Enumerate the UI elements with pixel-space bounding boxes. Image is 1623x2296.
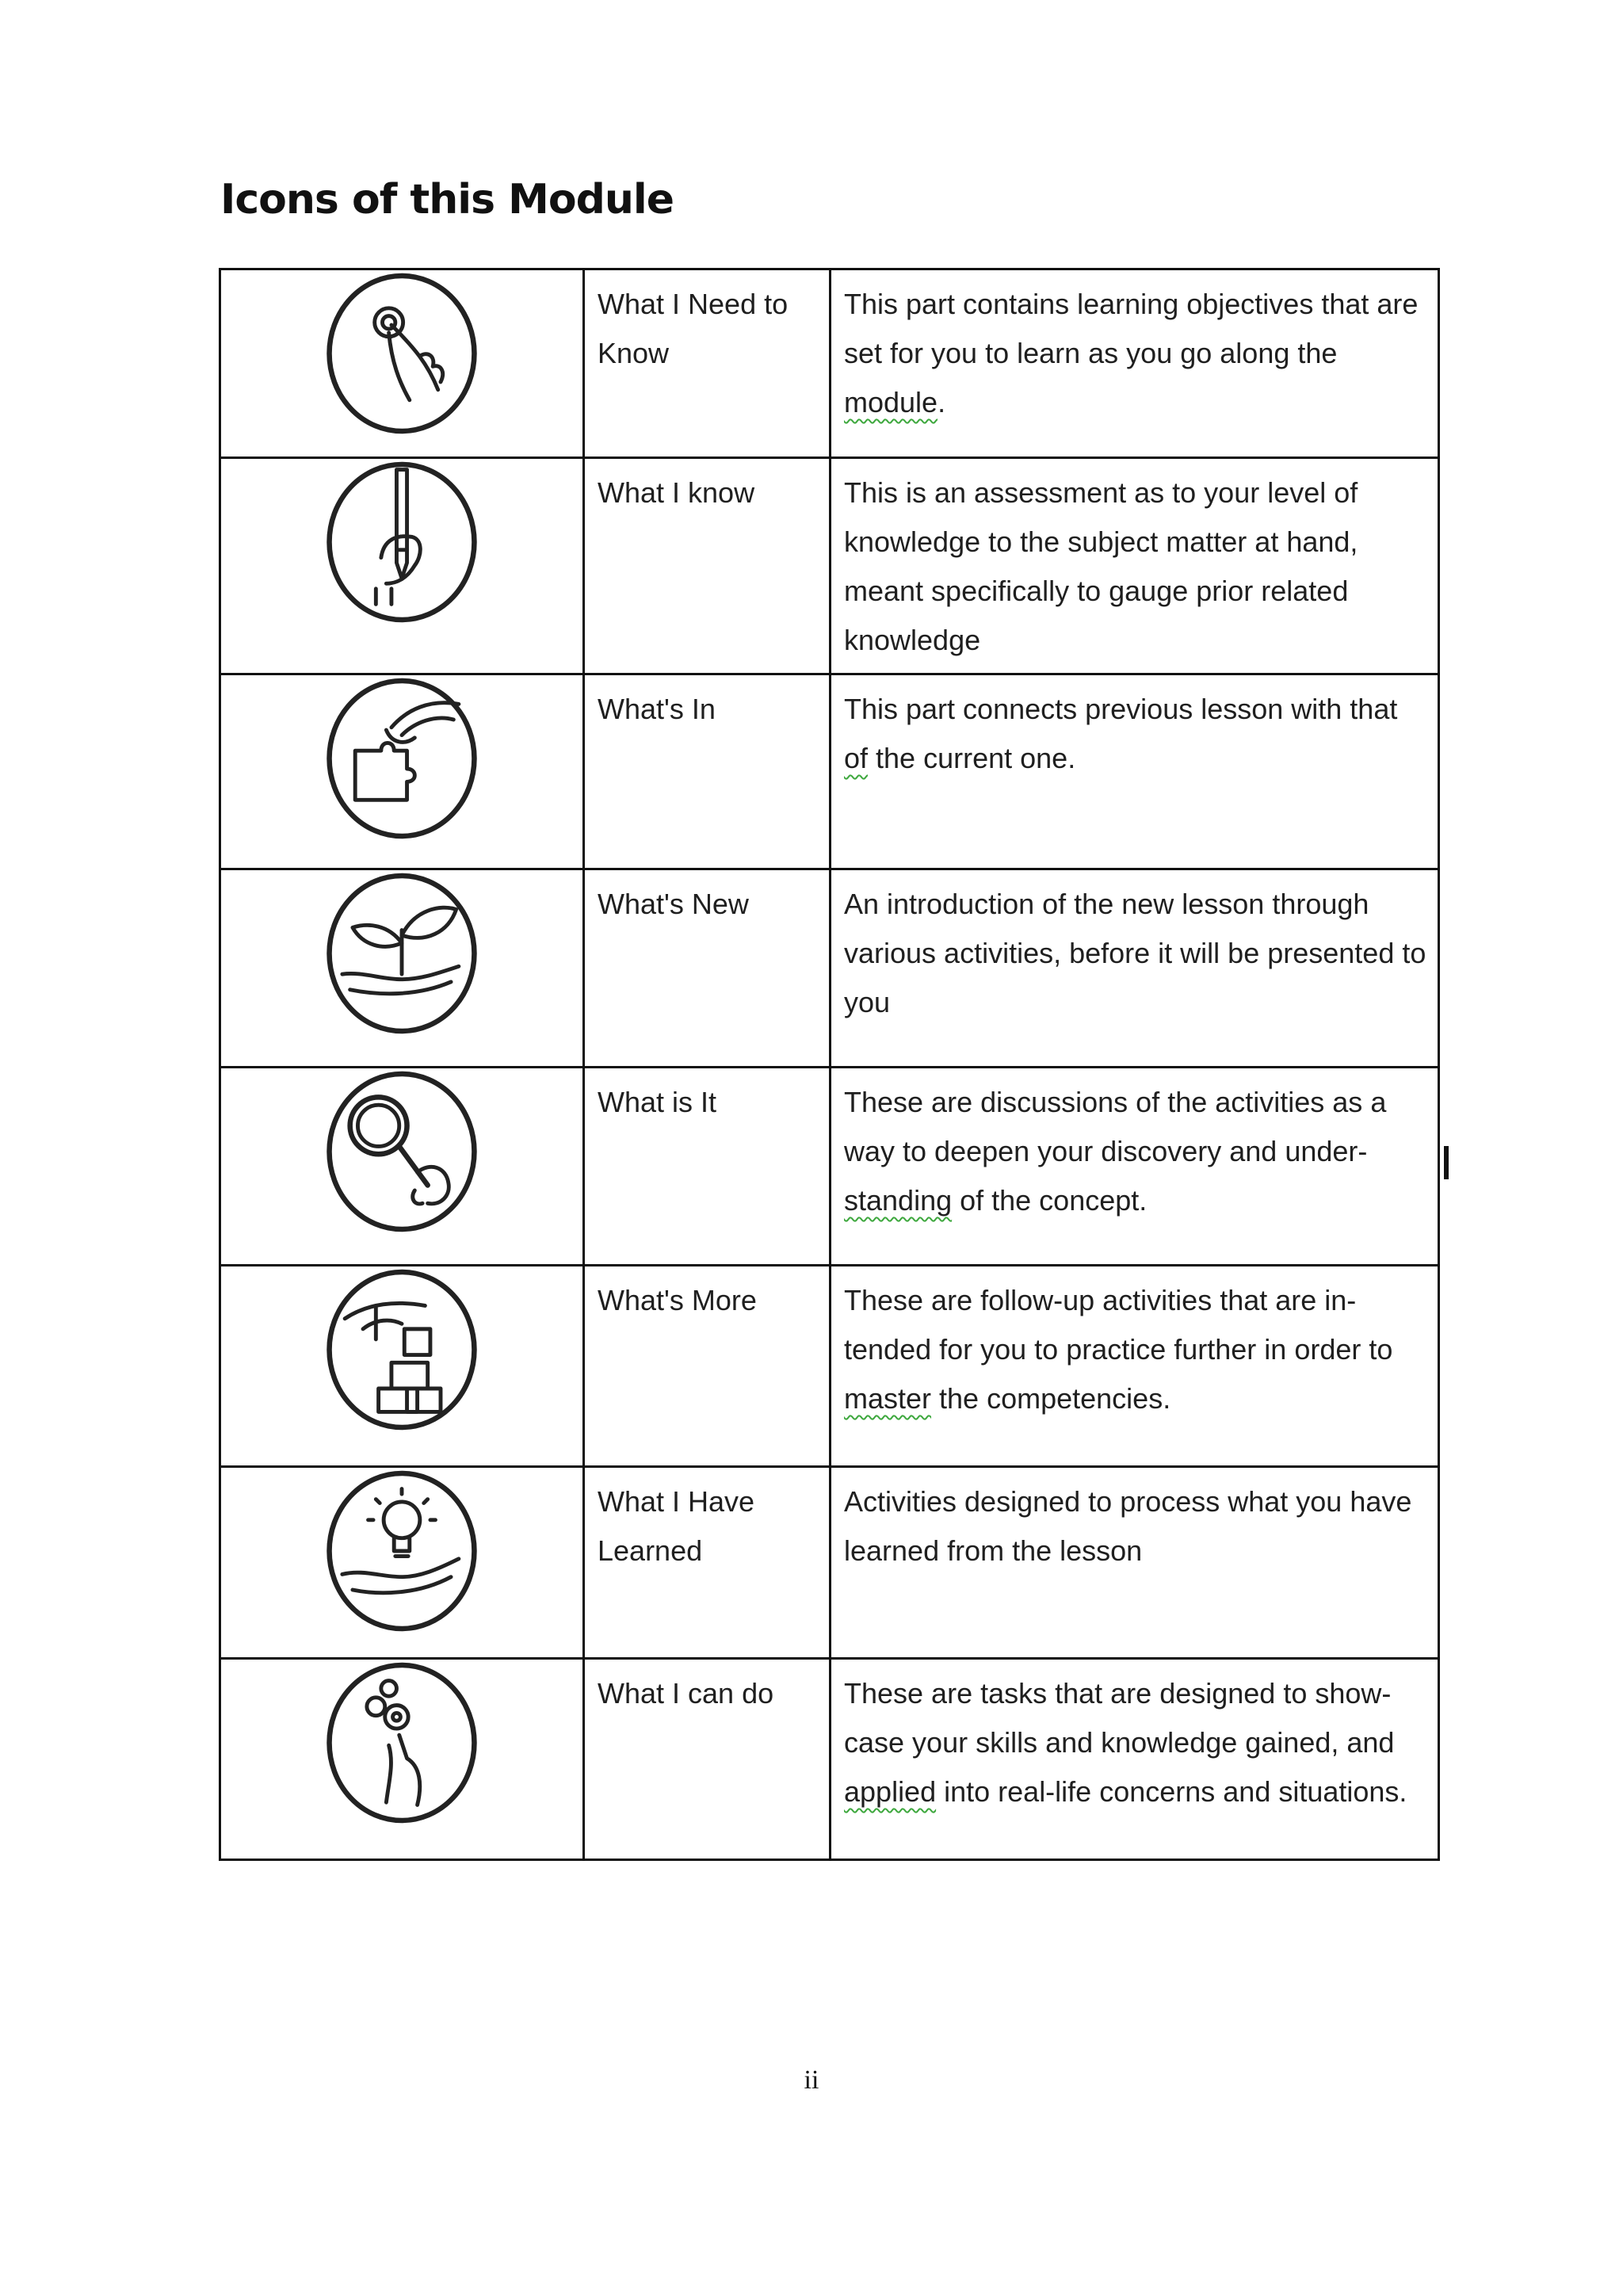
icon-cell bbox=[220, 869, 584, 1068]
description-text: This is an assessment as to your level of knowledge to the subject matter at hand, meant specifically to gauge prior related knowledge bbox=[844, 476, 1358, 656]
table-row bbox=[220, 674, 1439, 869]
description-text: This part contains learning objectives that are set for you to learn as you go along the bbox=[844, 288, 1419, 369]
section-name: What's More bbox=[598, 1284, 757, 1316]
section-name: What I Have Learned bbox=[598, 1485, 755, 1567]
description-text: An introduction of the new lesson through various activities, before it will be presented to you bbox=[844, 888, 1426, 1018]
icon-cell bbox=[220, 1659, 584, 1860]
lightbulb-hand-icon bbox=[324, 1468, 479, 1634]
section-description-cell bbox=[831, 1068, 1439, 1266]
section-name-cell bbox=[584, 869, 831, 1068]
icons-table-body bbox=[220, 269, 1439, 1860]
pencil-hand-icon bbox=[324, 459, 479, 625]
icon-cell bbox=[220, 674, 584, 869]
table-row bbox=[220, 869, 1439, 1068]
section-name-cell bbox=[584, 1659, 831, 1860]
icon-cell bbox=[220, 1266, 584, 1467]
section-name: What I know bbox=[598, 476, 755, 509]
section-name: What I can do bbox=[598, 1677, 774, 1710]
spell-flagged-word: master bbox=[844, 1382, 932, 1415]
section-description-cell bbox=[831, 269, 1439, 458]
spell-flagged-word: standing bbox=[844, 1184, 953, 1217]
icon-cell bbox=[220, 1068, 584, 1266]
spell-flagged-word: of bbox=[844, 742, 869, 774]
section-name: What is It bbox=[598, 1086, 717, 1118]
section-description bbox=[831, 1660, 1438, 1824]
description-text: This part connects previous lesson with that bbox=[844, 693, 1398, 725]
blocks-hand-icon bbox=[324, 1266, 479, 1433]
text-cursor bbox=[1444, 1146, 1449, 1179]
section-description-cell bbox=[831, 1659, 1439, 1860]
finger-press-icon bbox=[324, 270, 479, 437]
section-description-cell bbox=[831, 674, 1439, 869]
section-description bbox=[831, 270, 1438, 435]
section-description bbox=[831, 870, 1438, 1035]
icons-table bbox=[219, 268, 1440, 1861]
description-text: Activities designed to process what you have learned from the lesson bbox=[844, 1485, 1412, 1567]
page-title: Icons of this Module bbox=[220, 176, 674, 223]
section-description-cell bbox=[831, 1266, 1439, 1467]
table-row bbox=[220, 1467, 1439, 1659]
gears-hand-icon bbox=[324, 1660, 479, 1826]
description-text: These are discussions of the activities as a way to deepen your discovery and under- bbox=[844, 1086, 1387, 1167]
description-text: into real-life concerns and situations. bbox=[936, 1775, 1407, 1808]
page-number: ii bbox=[804, 2065, 819, 2095]
section-name-cell bbox=[584, 1068, 831, 1266]
description-text: of the concept. bbox=[952, 1184, 1148, 1217]
section-name-cell bbox=[584, 269, 831, 458]
table-row bbox=[220, 269, 1439, 458]
section-name-cell bbox=[584, 1266, 831, 1467]
section-description-cell bbox=[831, 869, 1439, 1068]
section-description bbox=[831, 1468, 1438, 1584]
section-name: What's New bbox=[598, 888, 749, 920]
magnifier-hand-icon bbox=[324, 1068, 479, 1235]
section-description bbox=[831, 1068, 1438, 1233]
section-description bbox=[831, 459, 1438, 673]
description-text: These are tasks that are designed to show-case your skills and knowledge gained, and bbox=[844, 1677, 1395, 1759]
sprout-hand-icon bbox=[324, 870, 479, 1037]
description-text: the competencies. bbox=[931, 1382, 1171, 1415]
table-row bbox=[220, 1266, 1439, 1467]
icon-cell bbox=[220, 458, 584, 674]
icon-cell bbox=[220, 269, 584, 458]
spell-flagged-word: module bbox=[844, 386, 938, 418]
table-row bbox=[220, 458, 1439, 674]
table-row bbox=[220, 1068, 1439, 1266]
section-description bbox=[831, 1266, 1438, 1431]
spell-flagged-word: applied bbox=[844, 1775, 937, 1808]
table-row bbox=[220, 1659, 1439, 1860]
section-description-cell bbox=[831, 458, 1439, 674]
section-description-cell bbox=[831, 1467, 1439, 1659]
section-name-cell bbox=[584, 458, 831, 674]
section-name: What's In bbox=[598, 693, 716, 725]
icon-cell bbox=[220, 1467, 584, 1659]
section-name-cell bbox=[584, 1467, 831, 1659]
description-text: . bbox=[938, 386, 946, 418]
section-description bbox=[831, 675, 1438, 791]
section-name-cell bbox=[584, 674, 831, 869]
section-name: What I Need to Know bbox=[598, 288, 789, 369]
puzzle-hand-icon bbox=[324, 675, 479, 842]
description-text: the current one. bbox=[868, 742, 1076, 774]
description-text: These are follow-up activities that are in-tended for you to practice further in order to bbox=[844, 1284, 1393, 1366]
